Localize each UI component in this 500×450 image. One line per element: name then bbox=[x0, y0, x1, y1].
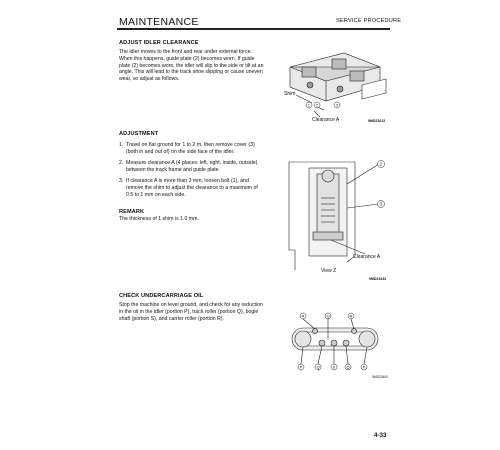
paragraph-line: When this happens, guide plate (2) becomes worn. If guide bbox=[119, 55, 255, 62]
remark-heading: REMARK bbox=[119, 209, 145, 215]
adjust-idler-paragraph bbox=[119, 49, 289, 83]
step-line: Measure clearance A (4 places: left, right, inside, outside) bbox=[126, 160, 258, 166]
portion-q-label: Q bbox=[346, 364, 350, 370]
portion-q-label: Q bbox=[316, 364, 320, 370]
step-number: 3. bbox=[119, 178, 124, 184]
adjustment-heading: ADJUSTMENT bbox=[119, 131, 159, 137]
callout-3-label: 3 bbox=[379, 201, 383, 207]
page-title: MAINTENANCE bbox=[119, 16, 199, 28]
paragraph-line: plate (2) becomes worn, the idler will slip to the side or tilt at an bbox=[119, 62, 264, 69]
adjustment-step-1 bbox=[119, 142, 289, 156]
portion-p-label: P bbox=[362, 364, 366, 370]
portion-p-label: P bbox=[299, 364, 303, 370]
section-label: SERVICE PROCEDURE bbox=[336, 18, 402, 24]
remark-text: The thickness of 1 shim is 1.0 mm. bbox=[119, 216, 199, 222]
paragraph-line: angle. This will lead to the track shoe slipping or cause uneven bbox=[119, 69, 263, 76]
adjustment-step-3 bbox=[119, 178, 289, 199]
step-line: between the track frame and guide plate. bbox=[126, 166, 221, 173]
paragraph-line: wear, so adjust as follows. bbox=[119, 76, 180, 83]
step-line: (both in and out of) on the side face of the idler. bbox=[126, 148, 235, 155]
view-z-figure bbox=[285, 158, 395, 282]
clearance-a-label: Clearance A bbox=[353, 254, 381, 260]
undercarriage-paragraph bbox=[119, 302, 289, 322]
callout-2-label: 2 bbox=[315, 102, 319, 108]
figure-code: 9MD23400 bbox=[372, 375, 388, 379]
shim-label: Shim bbox=[284, 91, 296, 97]
adjust-idler-heading: ADJUST IDLER CLEARANCE bbox=[119, 40, 199, 46]
step-line: 0.5 to 1 mm on each side. bbox=[126, 191, 186, 198]
portion-s-label: S bbox=[332, 364, 336, 370]
page-number: 4-33 bbox=[374, 432, 387, 439]
paragraph-line: Stop the machine on level ground, and check for any reduction bbox=[119, 302, 263, 308]
adjustment-step-2 bbox=[119, 160, 289, 174]
header-rule bbox=[117, 28, 390, 30]
figure-code: 9MD23413 bbox=[368, 119, 386, 123]
step-number: 1. bbox=[119, 142, 124, 148]
portion-q-label: Q bbox=[326, 313, 330, 319]
view-z-label: View Z bbox=[321, 268, 337, 274]
paragraph-line: The idler moves to the front and rear under external force. bbox=[119, 49, 252, 55]
step-line: If clearance A is more than 3 mm, loosen bolt (1), and bbox=[126, 178, 249, 184]
step-line: Travel on flat ground for 1 to 2 m, then remove cover (3) bbox=[126, 142, 255, 148]
portion-r-label: R bbox=[349, 313, 353, 319]
idler-assembly-figure bbox=[282, 45, 392, 125]
callout-3-label: 3 bbox=[335, 102, 339, 108]
callout-2-label: 2 bbox=[379, 161, 383, 167]
step-number: 2. bbox=[119, 160, 124, 166]
paragraph-line: in the oil in the idler (portion P), track roller (portion Q), bogie bbox=[119, 308, 259, 315]
paragraph-line: shaft (portion S), and carrier roller (portion R). bbox=[119, 315, 224, 322]
clearance-a-label: Clearance A bbox=[312, 117, 340, 123]
callout-1-label: 1 bbox=[307, 102, 311, 108]
portion-r-label: R bbox=[301, 313, 305, 319]
figure-code: 9MD23433 bbox=[369, 277, 387, 281]
undercarriage-heading: CHECK UNDERCARRIAGE OIL bbox=[119, 293, 204, 299]
undercarriage-figure bbox=[282, 302, 392, 380]
step-line: remove the shim to adjust the clearance to a maximum of bbox=[126, 184, 258, 191]
